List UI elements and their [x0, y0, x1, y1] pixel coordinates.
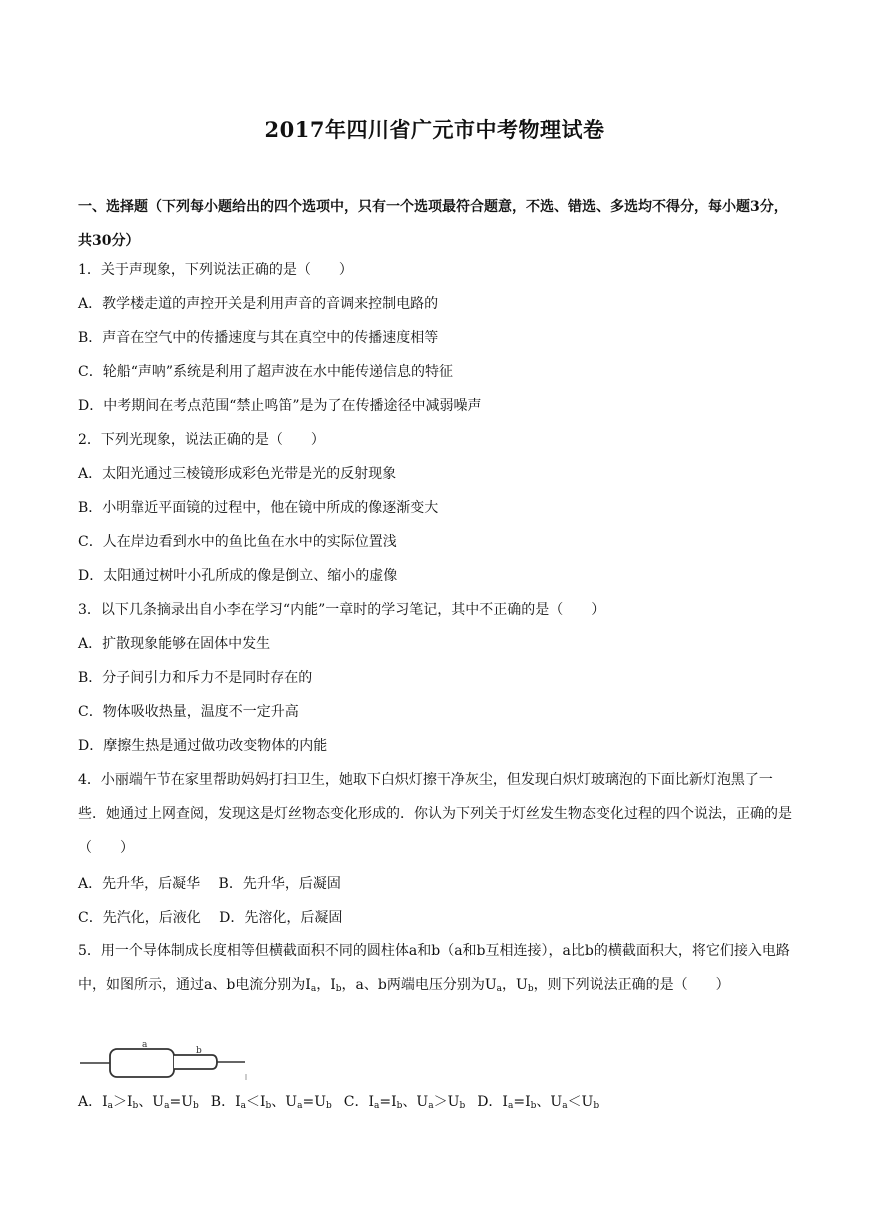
conductor-figure	[80, 1040, 250, 1086]
cylinder-b	[174, 1055, 217, 1069]
q3-option-a: A．扩散现象能够在固体中发生	[78, 636, 271, 652]
q4-stem: 4．小丽端午节在家里帮助妈妈打扫卫生，她取下白炽灯擦干净灰尘，但发现白炽灯玻璃泡的下面比新灯泡黑了一些．她通过上网查阅，发现这是灯丝物态变化形成的．你认为下列关于灯丝发生物态变化过程的四个说法，正确的是（ ）	[78, 772, 792, 856]
q2-option-a: A．太阳光通过三棱镜形成彩色光带是光的反射现象	[78, 466, 397, 482]
q4-options-row2: C．先汽化，后液化 D．先溶化，后凝固	[78, 910, 343, 926]
q3-option-c: C．物体吸收热量，温度不一定升高	[78, 704, 299, 720]
q3-stem: 3．以下几条摘录出自小李在学习“内能”一章时的学习笔记，其中不正确的是（ ）	[78, 602, 606, 618]
q3-option-b: B．分子间引力和斥力不是同时存在的	[78, 670, 313, 686]
q1-option-b: B．声音在空气中的传播速度与其在真空中的传播速度相等	[78, 330, 439, 346]
q4-options-row1: A．先升华，后凝华 B．先升华，后凝固	[78, 876, 341, 892]
q5-option-b: B．$I_a<I_b$、$U_a=U_b$	[210, 1094, 332, 1111]
section-heading: 一、选择题（下列每小题给出的四个选项中，只有一个选项最符合题意，不选、错选、多选均不得分，每小题3分，共30分）	[78, 199, 788, 249]
q1-option-a: A．教学楼走道的声控开关是利用声音的音调来控制电路的	[78, 296, 439, 312]
q5-option-c: C．$I_a=I_b$、$U_a>U_b$	[343, 1094, 466, 1111]
q1-option-d: D．中考期间在考点范围“禁止鸣笛”是为了在传播途径中减弱噪声	[78, 398, 482, 414]
figure-label-a: a	[142, 1040, 148, 1050]
q2-option-d: D．太阳通过树叶小孔所成的像是倒立、缩小的虚像	[78, 568, 398, 584]
q5-option-a: A．$I_a>I_b$、$U_a=U_b$	[78, 1094, 199, 1111]
cylinder-a	[110, 1049, 174, 1077]
q5-options	[78, 1092, 793, 1116]
q1-option-c: C．轮船“声呐”系统是利用了超声波在水中能传递信息的特征	[78, 364, 454, 380]
q1-stem: 1．关于声现象，下列说法正确的是（ ）	[78, 262, 353, 278]
exam-title: 2017年四川省广元市中考物理试卷	[264, 117, 605, 142]
q2-stem: 2．下列光现象，说法正确的是（ ）	[78, 432, 325, 448]
q2-option-b: B．小明靠近平面镜的过程中，他在镜中所成的像逐渐变大	[78, 500, 439, 516]
figure-label-b: b	[196, 1046, 202, 1056]
q2-option-c: C．人在岸边看到水中的鱼比鱼在水中的实际位置浅	[78, 534, 397, 550]
q5-stem: 5．用一个导体制成长度相等但横截面积不同的圆柱体a和b（a和b互相连接），a比b的横截面积大，将它们接入电路中，如图所示，通过a、b电流分别为$I_a$，$I_b$，a、b两端电压分别为$U_a$，$U_b$，则下列说法正确的是（ ）	[78, 943, 790, 994]
q5-option-d: D．$I_a=I_b$、$U_a<U_b$	[477, 1094, 600, 1111]
q3-option-d: D．摩擦生热是通过做功改变物体的内能	[78, 738, 328, 754]
